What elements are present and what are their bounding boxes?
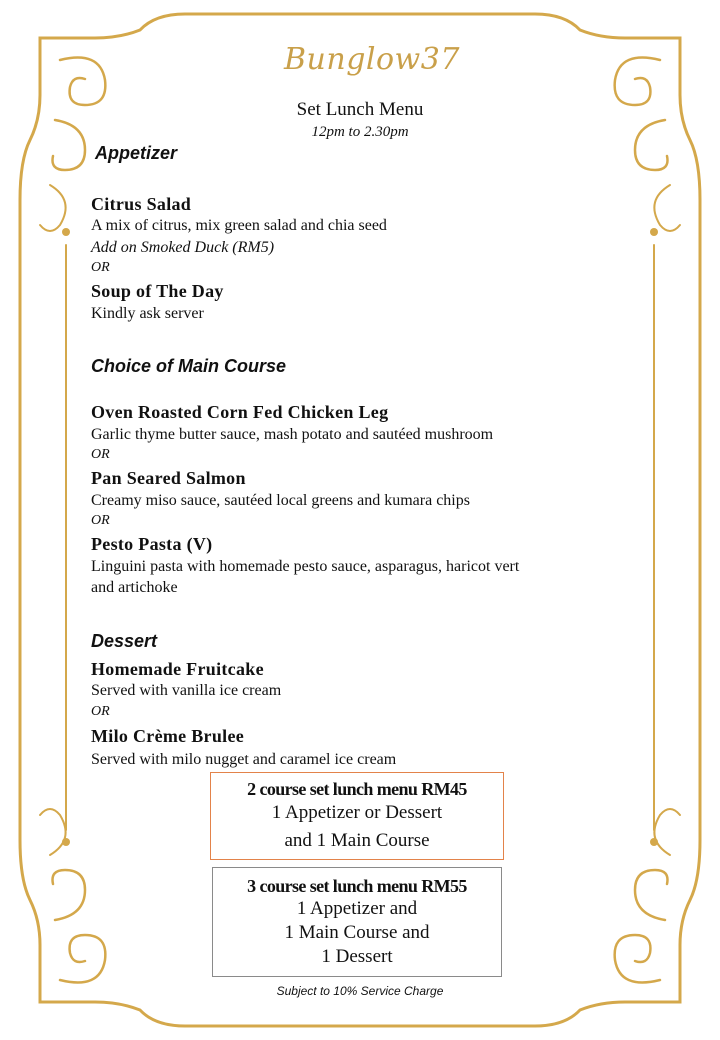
- brand-logo-text: Bunglow37: [284, 42, 460, 77]
- main-dish-3-desc: Linguini pasta with homemade pesto sauce, asparagus, haricot vert: [91, 558, 520, 575]
- set-3-course-line-3: 1 Dessert: [321, 946, 393, 967]
- set-3-course-line-1: 1 Appetizer and: [296, 898, 418, 919]
- set-3-course-title: 3 course set lunch menu RM55: [247, 876, 467, 896]
- menu-hours: 12pm to 2.30pm: [311, 124, 409, 140]
- dessert-dish-2-name: Milo Crème Brulee: [91, 726, 245, 746]
- set-2-course-title: 2 course set lunch menu RM45: [247, 779, 467, 799]
- set-2-course-line-2: and 1 Main Course: [284, 830, 430, 851]
- main-or-1: OR: [91, 447, 110, 462]
- appetizer-heading: Appetizer: [95, 143, 178, 163]
- appetizer-dish-2-desc: Kindly ask server: [91, 305, 204, 322]
- dessert-heading: Dessert: [91, 631, 158, 651]
- set-3-course-box: [212, 867, 502, 977]
- dessert-or: OR: [91, 704, 110, 719]
- main-dish-1-desc: Garlic thyme butter sauce, mash potato and sautéed mushroom: [91, 426, 494, 443]
- service-charge-note: Subject to 10% Service Charge: [276, 984, 444, 998]
- appetizer-dish-1-addon: Add on Smoked Duck (RM5): [91, 239, 275, 256]
- menu-title: Set Lunch Menu: [296, 99, 424, 120]
- main-dish-3-name: Pesto Pasta (V): [91, 534, 213, 554]
- main-or-2: OR: [91, 513, 110, 528]
- set-2-course-line-1: 1 Appetizer or Dessert: [271, 802, 443, 823]
- appetizer-or: OR: [91, 260, 110, 275]
- main-dish-2-desc: Creamy miso sauce, sautéed local greens and kumara chips: [91, 492, 470, 509]
- main-course-heading: Choice of Main Course: [91, 356, 287, 376]
- appetizer-dish-1-name: Citrus Salad: [91, 194, 192, 214]
- brand-logo: [284, 42, 460, 94]
- set-2-course-box: [210, 772, 504, 860]
- main-dish-2-name: Pan Seared Salmon: [91, 468, 246, 488]
- set-3-course-line-2: 1 Main Course and: [284, 922, 430, 943]
- main-dish-1-name: Oven Roasted Corn Fed Chicken Leg: [91, 402, 389, 422]
- appetizer-dish-1-desc: A mix of citrus, mix green salad and chia seed: [91, 217, 387, 234]
- main-dish-3-desc-cont: and artichoke: [91, 579, 178, 596]
- dessert-dish-1-desc: Served with vanilla ice cream: [91, 682, 282, 699]
- appetizer-dish-2-name: Soup of The Day: [91, 281, 224, 301]
- dessert-dish-1-name: Homemade Fruitcake: [91, 659, 264, 679]
- dessert-dish-2-desc: Served with milo nugget and caramel ice cream: [91, 751, 397, 768]
